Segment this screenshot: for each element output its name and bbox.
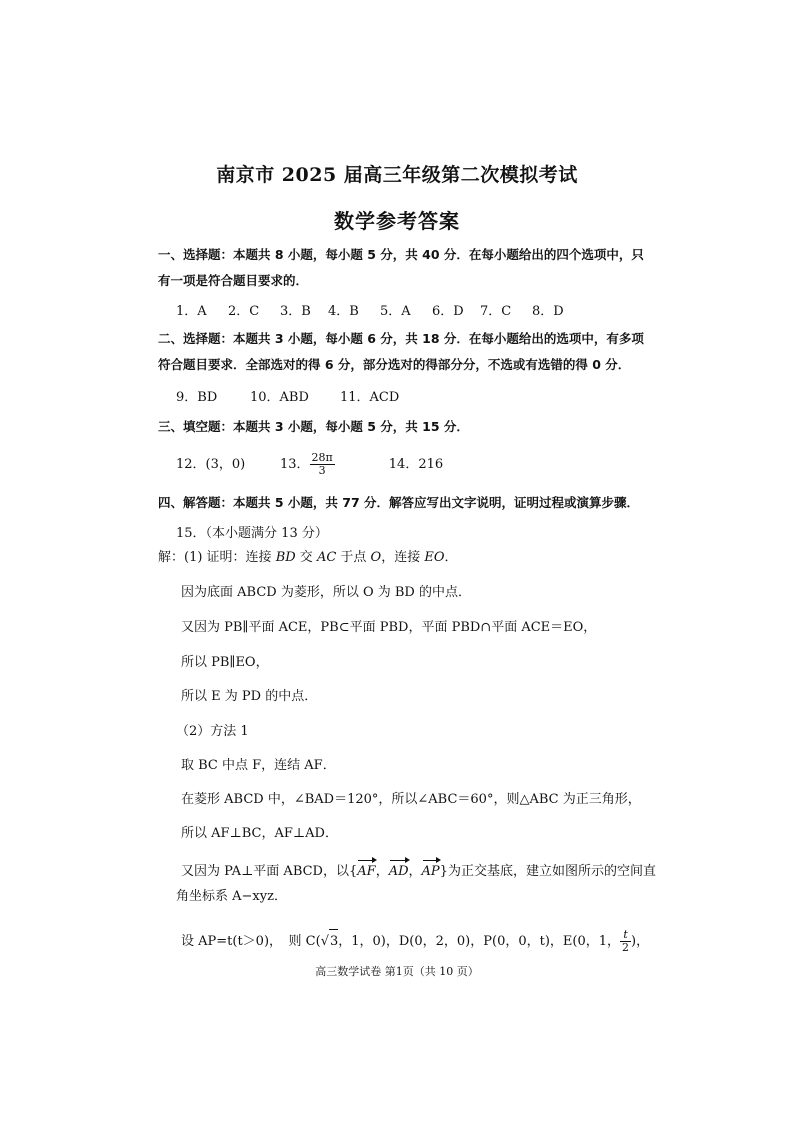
section1-answers <box>176 300 564 319</box>
fraction-denominator: 3 <box>318 464 326 477</box>
answer-12: 12．(3，0) <box>176 457 246 472</box>
text-run: ． <box>444 550 458 565</box>
answer-4: 4．B <box>328 304 359 319</box>
fraction-numerator: 28π <box>311 451 333 464</box>
var-o: O <box>370 550 382 565</box>
q15-line3: 又因为 PB∥平面 ACE，PB⊂平面 PBD，平面 PBD∩平面 ACE＝EO， <box>181 620 597 635</box>
text-run: }为正交基底，建立如图所示的空间直 <box>439 864 656 879</box>
q15-line9: 所以 AF⊥BC，AF⊥AD． <box>181 826 338 841</box>
answer-13-label: 13． <box>280 457 310 472</box>
q15-line5: 所以 E 为 PD 的中点． <box>181 689 318 704</box>
q15-line8: 在菱形 ABCD 中，∠BAD＝120°，所以∠ABC＝60°，则△ABC 为正三角形， <box>181 792 641 807</box>
fraction-t-over-2 <box>620 929 631 954</box>
text-run: ，1，0)，D(0，2，0)，P(0，0，t)，E(0，1， <box>338 934 621 949</box>
q15-line4: 所以 PB∥EO， <box>181 655 269 670</box>
q15-line12: 设 AP=t(t＞0)， 则 C(√3，1，0)，D(0，2，0)，P(0，0，t)，E(0，1， $\frac{t}{2}$ )， <box>181 928 650 954</box>
text-run: 交 <box>295 550 317 565</box>
page-subtitle: 数学参考答案 <box>334 209 460 233</box>
answer-7: 7．C <box>480 304 512 319</box>
q15-line10: 又因为 PA⊥平面 ABCD，以{AF，AD，AP}为正交基底，建立如图所示的空间直 <box>181 864 656 879</box>
sqrt-3: 3 <box>329 929 338 954</box>
answer-5: 5．A <box>380 304 411 319</box>
fraction-denominator: 2 <box>622 941 630 954</box>
fraction-numerator: t <box>620 929 631 942</box>
answer-10: 10．ABD <box>250 390 309 405</box>
q15-line7: 取 BC 中点 F，连结 AF． <box>181 758 336 773</box>
q15-line2: 因为底面 ABCD 为菱形，所以 O 为 BD 的中点． <box>181 585 471 600</box>
q15-line1 <box>158 549 458 567</box>
vector-af: AF <box>357 864 376 879</box>
var-ac: AC <box>316 550 337 565</box>
section2-heading: 二、选择题：本题共 3 小题，每小题 6 分，共 18 分．在每小题给出的选项中，有多项符合题目要求．全部选对的得 6 分，部分选对的得部分分，不选或有选错的得 0 分． <box>158 331 644 372</box>
text-run: ，连接 <box>381 550 425 565</box>
q15-header: 15．（本小题满分 13 分） <box>176 526 328 541</box>
q15-line11: 角坐标系 A−xyz． <box>176 889 287 904</box>
section4-heading: 四、解答题：本题共 5 小题，共 77 分．解答应写出文字说明，证明过程或演算步骤． <box>158 495 640 510</box>
vector-ap: AP <box>421 864 440 879</box>
section3-heading: 三、填空题：本题共 3 小题，每小题 5 分，共 15 分． <box>158 419 469 434</box>
text-run: 解：(1) 证明：连接 <box>158 550 276 565</box>
answer-9: 9．BD <box>176 390 218 405</box>
answer-8: 8．D <box>532 304 564 319</box>
page-footer: 高三数学试卷 第1页（共 10 页） <box>315 965 479 978</box>
var-bd: BD <box>275 550 296 565</box>
answer-1: 1．A <box>176 304 207 319</box>
var-eo: EO <box>424 550 445 565</box>
section1-heading: 一、选择题：本题共 8 小题，每小题 5 分，共 40 分．在每小题给出的四个选项中，只有一项是符合题目要求的． <box>158 247 644 288</box>
section3-answers <box>176 450 443 480</box>
text-run: )， <box>631 934 650 949</box>
answer-2: 2．C <box>228 304 260 319</box>
text-run: 又因为 PA⊥平面 ABCD，以{ <box>181 864 358 879</box>
text-run: 设 AP=t(t＞0)， 则 C( <box>181 934 321 949</box>
answer-3: 3．B <box>280 304 311 319</box>
answer-13-fraction <box>310 452 335 477</box>
section2-answers <box>176 386 399 405</box>
answer-6: 6．D <box>432 304 464 319</box>
page-title: 南京市 2025 届高三年级第二次模拟考试 <box>216 164 578 186</box>
answer-11: 11．ACD <box>340 390 400 405</box>
answer-14: 14．216 <box>388 457 444 472</box>
text-run: 于点 <box>336 550 371 565</box>
vector-ad: AD <box>388 864 409 879</box>
q15-line6: （2）方法 1 <box>176 724 249 739</box>
